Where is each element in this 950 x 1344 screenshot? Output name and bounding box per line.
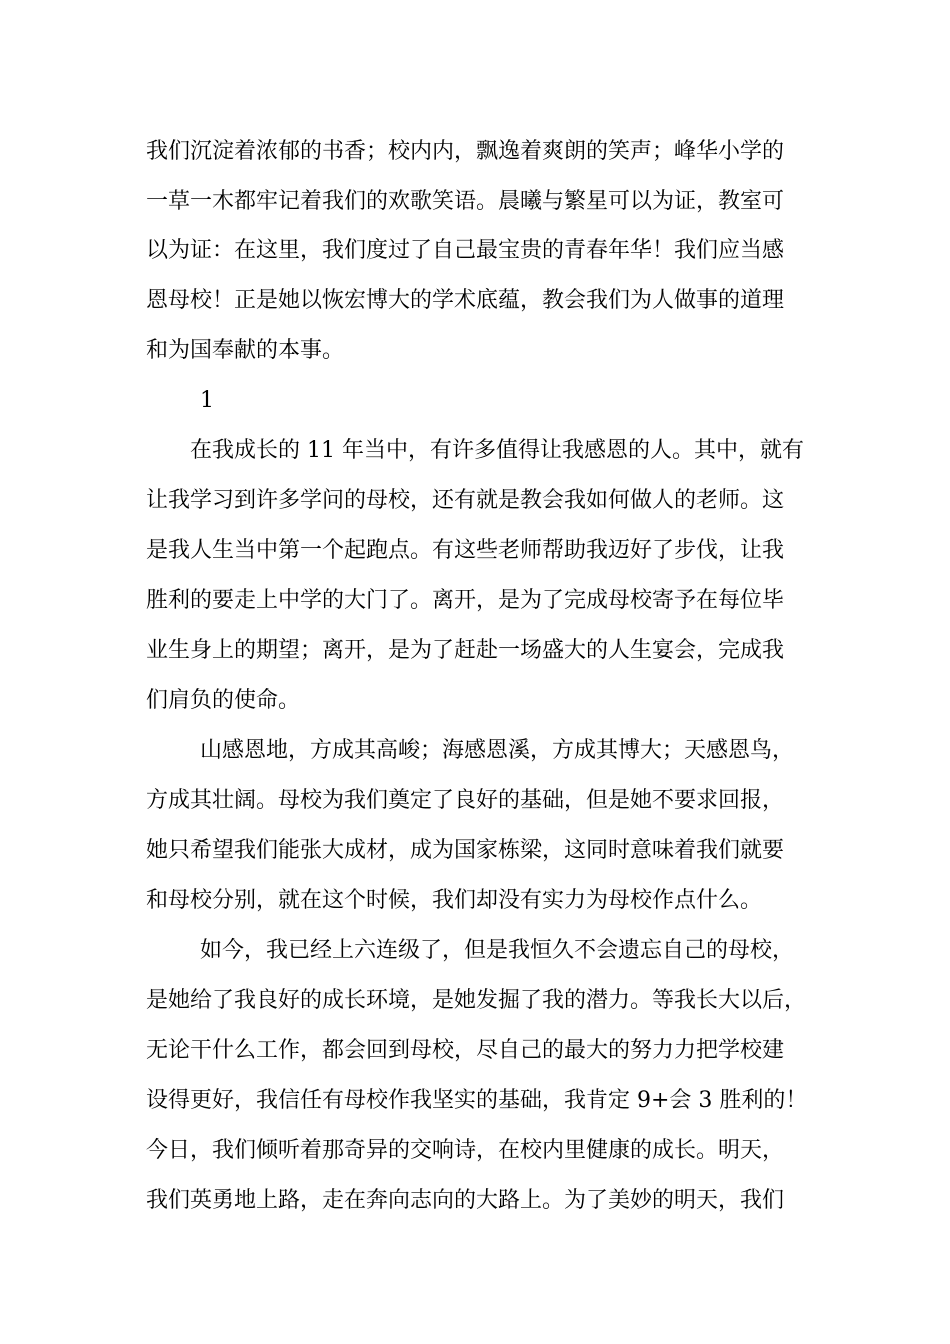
paragraph-4-line-2: 是她给了我良好的成长环境，是她发掘了我的潜力。等我长大以后，	[146, 988, 807, 1013]
paragraph-4-line-1: 如今，我已经上六连级了，但是我恒久不会遗忘自己的母校，	[200, 938, 795, 963]
paragraph-2-line-3: 是我人生当中第一个起跑点。有这些老师帮助我迈好了步伐，让我	[146, 538, 785, 563]
paragraph-4-line-6: 我们英勇地上路，走在奔向志向的大路上。为了美妙的明天，我们	[146, 1188, 785, 1213]
paragraph-2-line-1: 在我成长的 11 年当中，有许多值得让我感恩的人。其中，就有	[190, 438, 804, 463]
paragraph-1-line-5: 和为国奉献的本事。	[146, 338, 345, 363]
section-number: 1	[200, 388, 214, 413]
paragraph-2-line-2: 让我学习到许多学问的母校，还有就是教会我如何做人的老师。这	[146, 488, 785, 513]
paragraph-3-line-3: 她只希望我们能张大成材，成为国家栋梁，这同时意味着我们就要	[146, 838, 785, 863]
paragraph-4-line-3: 无论干什么工作，都会回到母校，尽自己的最大的努力力把学校建	[146, 1038, 785, 1063]
paragraph-1-line-1: 我们沉淀着浓郁的书香；校内内，飘逸着爽朗的笑声；峰华小学的	[146, 139, 785, 164]
paragraph-1-line-3: 以为证：在这里，我们度过了自己最宝贵的青春年华！我们应当感	[146, 238, 785, 263]
paragraph-3-line-1: 山感恩地，方成其高峻；海感恩溪，方成其博大；天感恩鸟，	[200, 738, 795, 763]
paragraph-3-line-2: 方成其壮阔。母校为我们奠定了良好的基础，但是她不要求回报，	[146, 788, 785, 813]
paragraph-2-line-6: 们肩负的使命。	[146, 688, 301, 713]
paragraph-2-line-4: 胜利的要走上中学的大门了。离开，是为了完成母校寄予在每位毕	[146, 588, 785, 613]
paragraph-4-line-4: 设得更好，我信任有母校作我坚实的基础，我肯定 9+会 3 胜利的！	[146, 1088, 808, 1113]
paragraph-2-line-5: 业生身上的期望；离开，是为了赶赴一场盛大的人生宴会，完成我	[146, 638, 785, 663]
paragraph-1-line-2: 一草一木都牢记着我们的欢歌笑语。晨曦与繁星可以为证，教室可	[146, 189, 785, 214]
paragraph-1-line-4: 恩母校！正是她以恢宏博大的学术底蕴，教会我们为人做事的道理	[146, 288, 785, 313]
paragraph-4-line-5: 今日，我们倾听着那奇异的交响诗，在校内里健康的成长。明天，	[146, 1138, 785, 1163]
paragraph-3-line-4: 和母校分别，就在这个时候，我们却没有实力为母校作点什么。	[146, 888, 763, 913]
